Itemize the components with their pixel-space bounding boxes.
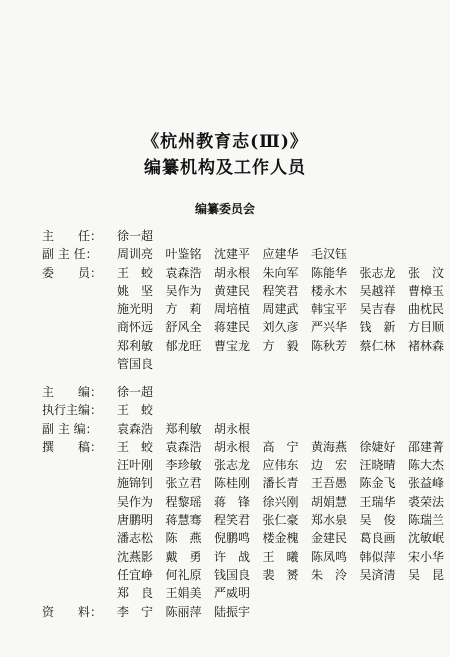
staff-name: 徐一超 [117,229,154,243]
staff-name: 楼金槐 [262,531,299,546]
staff-name: 方 莉 [165,302,202,317]
staff-name: 潘志松 [117,531,154,546]
staff-name: 王 蛟 [117,439,154,454]
staff-name: 黄建民 [214,283,251,298]
staff-name: 吴作为 [165,283,202,298]
staff-name: 姚 坚 [117,283,154,298]
role-label: 主 任： [42,229,103,243]
staff-name: 吴済清 [359,567,396,582]
staff-name: 沈燕影 [117,549,154,564]
staff-name: 陈大杰 [408,458,445,473]
staff-name: 邵建菁 [408,439,445,454]
staff-name: 沈建平 [214,247,251,262]
staff-name: 袁森浩 [165,265,202,280]
staff-name: 胡永根 [214,265,251,280]
role-label: 副 主 任： [42,247,98,262]
staff-name: 王吾愚 [311,476,348,491]
staff-name: 陈秋芳 [311,338,348,353]
staff-name: 边 宏 [311,458,348,473]
staff-name: 黄海燕 [311,439,348,454]
staff-name: 郑利敏 [165,421,202,436]
staff-name: 施锦钊 [117,476,154,491]
staff-name: 周培植 [214,302,251,317]
staff-name: 韩宝平 [311,302,348,317]
staff-name: 裘荣法 [408,494,445,509]
staff-name: 吴吉春 [359,302,396,317]
staff-name: 许 战 [214,549,251,564]
staff-name: 楼永木 [311,283,348,298]
role-label: 主 编： [42,385,103,399]
staff-name: 蒋 锋 [214,494,251,509]
staff-name: 汪叶刚 [117,458,154,473]
staff-name: 陈金飞 [359,476,396,491]
staff-name: 高 宁 [262,439,299,454]
staff-name: 王 蛟 [117,403,154,418]
staff-name: 李 宁 [117,604,154,619]
staff-name: 葛良画 [359,531,396,546]
staff-name: 潘长青 [262,476,299,491]
staff-name: 程笑君 [214,513,251,528]
staff-name: 陈能华 [311,265,348,280]
staff-name: 陈 燕 [165,531,202,546]
staff-name: 严威明 [214,586,251,601]
staff-name: 蔡仁林 [359,338,396,353]
staff-name: 郑 良 [117,586,154,601]
staff-name: 陈瑞兰 [408,513,445,528]
staff-name: 曹樟玉 [408,283,445,298]
staff-name: 沈敏岷 [408,531,445,546]
staff-name: 陈凤鸣 [311,549,348,564]
staff-name: 任宜峥 [117,567,154,582]
staff-name: 张仁豪 [262,513,299,528]
staff-name: 应伟东 [262,458,299,473]
staff-name: 严兴华 [311,320,348,335]
staff-name: 毛汉钰 [311,247,348,262]
staff-name: 裴 赟 [262,567,299,582]
staff-name: 金建民 [311,531,348,546]
staff-name: 褚林森 [408,338,445,353]
staff-name: 王娟美 [165,586,202,601]
staff-name: 吴作为 [117,494,154,509]
staff-name: 韩似萍 [359,549,396,564]
staff-name: 陈丽萍 [165,604,202,619]
staff-name: 戴 勇 [165,549,202,564]
staff-name: 郑利敏 [117,338,154,353]
staff-name: 王 蛟 [117,265,154,280]
staff-name: 何礼原 [165,567,202,582]
staff-name: 胡娟慧 [311,494,348,509]
staff-name: 周训亮 [117,247,154,262]
staff-name: 陆振宇 [214,604,251,619]
staff-name: 程笑君 [262,283,299,298]
staff-name: 张志龙 [214,458,251,473]
staff-name: 胡永根 [214,421,251,436]
staff-name: 胡永根 [214,439,251,454]
staff-name: 钱 新 [359,320,396,335]
staff-name: 舒风全 [165,320,202,335]
staff-name: 徐婕好 [359,439,396,454]
staff-name: 曹宝龙 [214,338,251,353]
page-heading: 编纂机构及工作人员 [144,158,306,178]
staff-name: 朱 泠 [311,567,348,582]
staff-name: 周建武 [262,302,299,317]
staff-name: 蒋建民 [214,320,251,335]
staff-name: 施光明 [117,302,154,317]
staff-name: 方目顺 [408,320,445,335]
staff-name: 钱国良 [214,567,251,582]
staff-name: 袁森浩 [117,421,154,436]
book-title: 《杭州教育志(Ⅲ)》 [142,132,308,152]
staff-name: 程黎瑶 [165,494,202,509]
staff-name: 陈桂刚 [214,476,251,491]
staff-name: 郑水泉 [311,513,348,528]
staff-name: 王 曦 [262,549,299,564]
staff-name: 张 汶 [408,265,445,280]
role-label: 副 主 编： [42,421,98,436]
staff-name: 宋小华 [408,549,445,564]
staff-name: 汪晓晴 [359,458,396,473]
staff-name: 王瑞华 [359,494,396,509]
role-label: 委 员： [42,265,103,280]
staff-name: 叶鉴铭 [165,247,202,262]
committee-heading: 编纂委员会 [194,202,255,216]
staff-name: 蒋慧骞 [165,513,202,528]
staff-name: 徐一超 [117,385,154,399]
staff-name: 管国良 [117,357,154,372]
staff-name: 唐鹏明 [117,513,154,528]
staff-name: 吴越祥 [359,283,396,298]
staff-name: 吴 俊 [359,513,396,528]
staff-name: 张立君 [165,476,202,491]
role-label: 撰 稿： [42,439,103,454]
staff-name: 张志龙 [359,265,396,280]
staff-name: 方 毅 [262,338,299,353]
staff-name: 李珍敏 [165,458,202,473]
staff-name: 曲枕民 [408,302,445,317]
staff-name: 郁龙旺 [165,338,202,353]
staff-name: 应建华 [262,247,299,262]
staff-name: 吴 昆 [408,567,445,582]
staff-name: 刘久彦 [262,320,299,335]
staff-name: 袁森浩 [165,439,202,454]
staff-name: 朱向军 [262,265,299,280]
staff-name: 商怀远 [117,320,154,335]
staff-name: 张益峰 [408,476,445,491]
staff-name: 徐兴刚 [262,494,299,509]
role-label: 执行主编： [42,403,103,418]
staff-name: 倪鹏鸣 [214,531,251,546]
role-label: 资 料： [42,604,103,619]
